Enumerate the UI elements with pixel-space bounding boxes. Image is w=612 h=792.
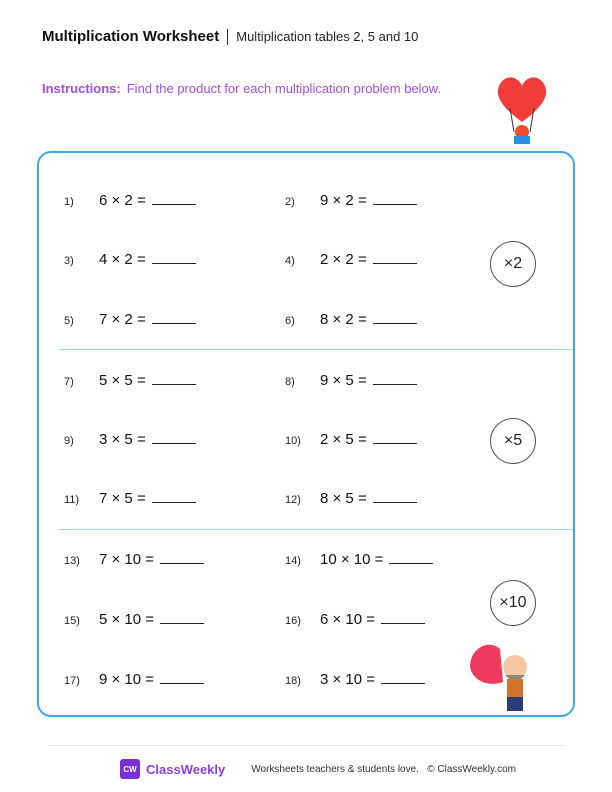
page-title: Multiplication Worksheet: [42, 28, 220, 45]
problem-item: 6) 8 × 2 =: [285, 309, 417, 328]
answer-blank[interactable]: [381, 669, 425, 684]
instructions-text: Find the product for each multiplication problem below.: [126, 81, 442, 96]
answer-blank[interactable]: [373, 309, 417, 324]
problem-item: 11) 7 × 5 =: [64, 488, 196, 507]
section-divider: [59, 529, 573, 530]
instructions: [42, 81, 441, 96]
problem-item: 1) 6 × 2 =: [64, 190, 196, 209]
problem-item: 8) 9 × 5 =: [285, 370, 417, 389]
classweekly-logo-icon: CW: [120, 759, 140, 779]
answer-blank[interactable]: [160, 609, 204, 624]
answer-blank[interactable]: [373, 429, 417, 444]
problem-item: 16) 6 × 10 =: [285, 609, 425, 628]
section-divider: [59, 349, 573, 350]
brand-name: ClassWeekly: [146, 761, 226, 777]
problem-item: 9) 3 × 5 =: [64, 429, 196, 448]
problem-item: 4) 2 × 2 =: [285, 249, 417, 268]
problem-item: 14) 10 × 10 =: [285, 549, 433, 568]
problem-item: 7) 5 × 5 =: [64, 370, 196, 389]
answer-blank[interactable]: [152, 249, 196, 264]
heart-balloon-character-icon: [492, 70, 552, 155]
answer-blank[interactable]: [373, 249, 417, 264]
answer-blank[interactable]: [160, 669, 204, 684]
footer: [120, 759, 516, 779]
answer-blank[interactable]: [160, 549, 204, 564]
answer-blank[interactable]: [381, 609, 425, 624]
answer-blank[interactable]: [373, 488, 417, 503]
badge-x5: ×5: [490, 418, 536, 464]
footer-tagline: Worksheets teachers & students love. © ClassWeekly.com: [251, 763, 516, 775]
problem-item: 12) 8 × 5 =: [285, 488, 417, 507]
answer-blank[interactable]: [152, 488, 196, 503]
answer-blank[interactable]: [152, 370, 196, 385]
problem-item: 15) 5 × 10 =: [64, 609, 204, 628]
problem-item: 10) 2 × 5 =: [285, 429, 417, 448]
answer-blank[interactable]: [373, 370, 417, 385]
header: [42, 28, 418, 45]
answer-blank[interactable]: [152, 429, 196, 444]
problem-item: 17) 9 × 10 =: [64, 669, 204, 688]
answer-blank[interactable]: [389, 549, 433, 564]
title-separator: [227, 29, 228, 45]
parachute-character-icon: [465, 637, 540, 717]
badge-x10: ×10: [490, 580, 536, 626]
footer-divider: [48, 745, 564, 746]
problem-item: 18) 3 × 10 =: [285, 669, 425, 688]
problem-item: 5) 7 × 2 =: [64, 309, 196, 328]
instructions-label: Instructions:: [42, 81, 121, 96]
problem-item: 3) 4 × 2 =: [64, 249, 196, 268]
problem-item: 2) 9 × 2 =: [285, 190, 417, 209]
problem-item: 13) 7 × 10 =: [64, 549, 204, 568]
page-subtitle: Multiplication tables 2, 5 and 10: [236, 29, 419, 44]
answer-blank[interactable]: [152, 309, 196, 324]
answer-blank[interactable]: [373, 190, 417, 205]
badge-x2: ×2: [490, 241, 536, 287]
answer-blank[interactable]: [152, 190, 196, 205]
